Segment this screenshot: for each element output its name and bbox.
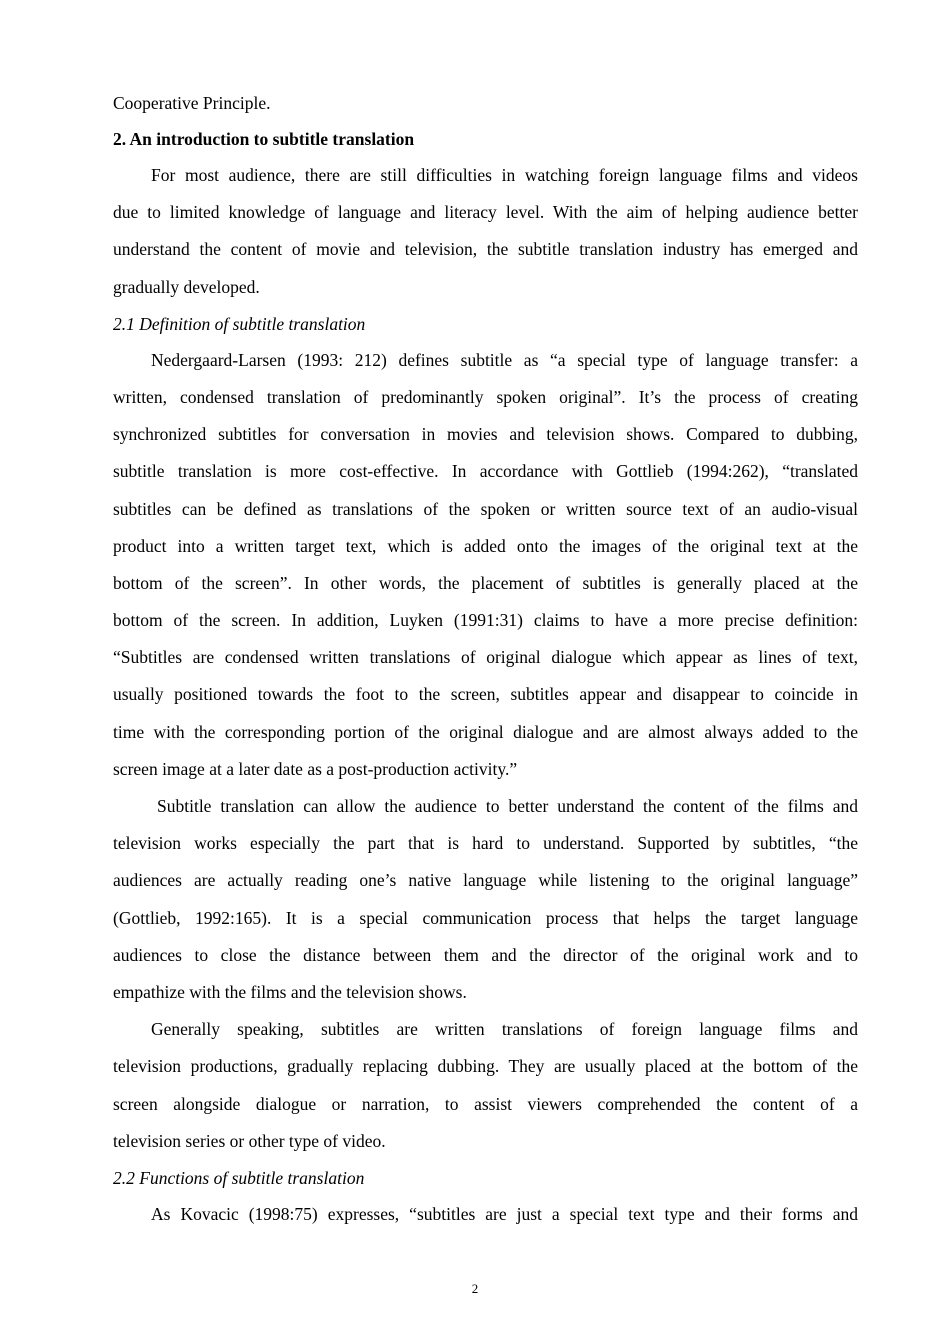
paragraph-line: (Gottlieb, 1992:165). It is a special communication process that helps the target language	[113, 907, 858, 928]
section-heading-2-1: 2.1 Definition of subtitle translation	[113, 313, 366, 334]
paragraph-intro	[113, 162, 858, 311]
section-heading-2-2: 2.2 Functions of subtitle translation	[113, 1167, 365, 1188]
paragraph-line: As Kovacic (1998:75) expresses, “subtitles are just a special text type and their forms and	[151, 1203, 858, 1224]
paragraph-line: Subtitle translation can allow the audience to better understand the content of the films and	[157, 796, 858, 816]
paragraph-line: audiences are actually reading one’s native language while listening to the original language”	[113, 870, 858, 891]
paragraph-line: written, condensed translation of predominantly spoken original”. It’s the process of creating	[113, 386, 858, 407]
paragraph-line: product into a written target text, which is added onto the images of the original text at the	[113, 535, 858, 556]
paragraph-line: television works especially the part that is hard to understand. Supported by subtitles, “the	[113, 833, 858, 854]
paragraph-line: subtitles can be defined as translations of the spoken or written source text of an audio-visual	[113, 498, 858, 519]
page-number: 2	[471, 1281, 479, 1296]
paragraph-line: audiences to close the distance between them and the director of the original work and to	[113, 944, 858, 965]
section-heading-2: 2. An introduction to subtitle translation	[113, 129, 415, 149]
paragraph-line: screen alongside dialogue or narration, to assist viewers comprehended the content of a	[113, 1093, 858, 1114]
paragraph-line: gradually developed.	[113, 276, 260, 297]
paragraph-audience	[113, 793, 858, 1016]
paragraph-line: bottom of the screen”. In other words, the placement of subtitles is generally placed at the	[113, 572, 858, 593]
paragraph-line: time with the corresponding portion of the original dialogue and are almost always added to the	[113, 721, 858, 742]
paragraph-line: empathize with the films and the television shows.	[113, 981, 467, 1002]
paragraph-definition	[113, 347, 858, 793]
paragraph-general	[113, 1016, 858, 1165]
paragraph-functions	[113, 1201, 858, 1238]
paragraph-line: For most audience, there are still difficulties in watching foreign language films and videos	[151, 165, 858, 185]
page-body	[113, 90, 858, 1238]
paragraph-line: Generally speaking, subtitles are written translations of foreign language films and	[151, 1019, 858, 1040]
paragraph-line: understand the content of movie and television, the subtitle translation industry has emerged and	[113, 239, 858, 260]
continuation-text: Cooperative Principle.	[113, 93, 271, 113]
paragraph-line: Nedergaard-Larsen (1993: 212) defines subtitle as “a special type of language transfer: a	[151, 349, 858, 370]
paragraph-line: “Subtitles are condensed written translations of original dialogue which appear as lines of text,	[113, 647, 858, 668]
paragraph-line: screen image at a later date as a post-production activity.”	[113, 758, 518, 779]
paragraph-line: television productions, gradually replacing dubbing. They are usually placed at the bottom of the	[113, 1056, 858, 1077]
paragraph-line: usually positioned towards the foot to the screen, subtitles appear and disappear to coincide in	[113, 684, 858, 705]
paragraph-line: television series or other type of video.	[113, 1130, 386, 1151]
paragraph-line: synchronized subtitles for conversation in movies and television shows. Compared to dubbing,	[113, 424, 858, 445]
paragraph-line: subtitle translation is more cost-effective. In accordance with Gottlieb (1994:262), “translated	[113, 461, 858, 482]
paragraph-line: due to limited knowledge of language and literacy level. With the aim of helping audience better	[113, 202, 858, 223]
paragraph-line: bottom of the screen. In addition, Luyken (1991:31) claims to have a more precise definition:	[113, 610, 858, 631]
